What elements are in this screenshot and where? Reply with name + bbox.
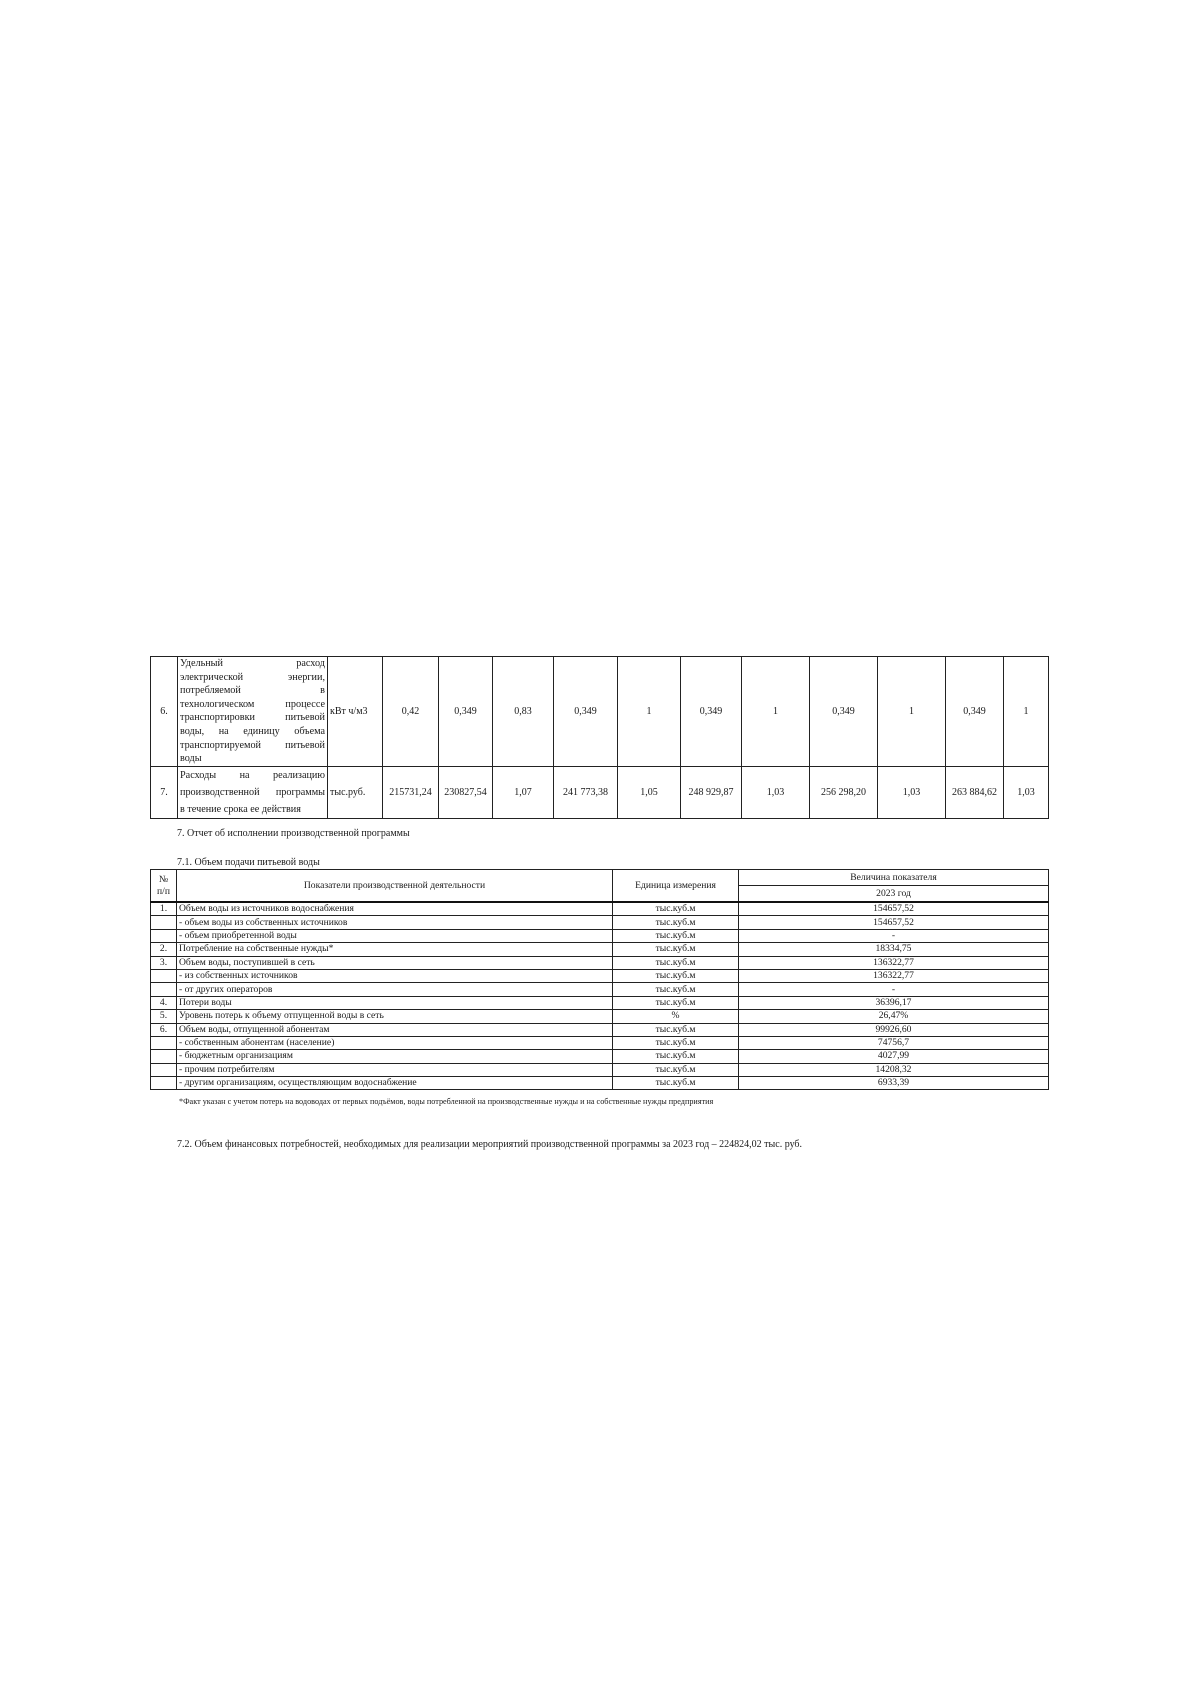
value-cell: 154657,52	[739, 902, 1049, 916]
indicator-cell: Потребление на собственные нужды*	[177, 943, 613, 956]
indicator-cell: - от других операторов	[177, 983, 613, 996]
table-row	[151, 996, 1049, 1009]
unit-cell: %	[613, 1010, 739, 1023]
section-7-title: 7. Отчет об исполнении производственной программы	[177, 828, 410, 839]
header-indicator: Показатели производственной деятельности	[177, 870, 613, 903]
indicator-cell: Объем воды, поступившей в сеть	[177, 956, 613, 969]
value-cell: 6933,39	[739, 1077, 1049, 1090]
header-year: 2023 год	[739, 886, 1049, 903]
value-cell: 256 298,20	[810, 766, 878, 818]
indicator-line: Удельный расход	[180, 658, 325, 669]
header-unit: Единица измерения	[613, 870, 739, 903]
table-row	[151, 929, 1049, 942]
footnote: *Факт указан с учетом потерь на водоводах от первых подъёмов, воды потребленной на производственные нужды и на собственные нужды предприятия	[179, 1097, 714, 1106]
indicator-cell: - собственным абонентам (население)	[177, 1036, 613, 1049]
value-cell: 1,05	[618, 766, 681, 818]
section-7-2-text: 7.2. Объем финансовых потребностей, необходимых для реализации мероприятий производственной программы за 2023 год – 224824,02 тыс. руб.	[177, 1139, 803, 1150]
value-cell: 248 929,87	[681, 766, 742, 818]
value-cell: 1	[618, 657, 681, 767]
row-number	[151, 1036, 177, 1049]
unit-cell: тыс.куб.м	[613, 902, 739, 916]
indicator-cell: - другим организациям, осуществляющим водоснабжение	[177, 1077, 613, 1090]
value-cell: 0,349	[810, 657, 878, 767]
table-row	[151, 956, 1049, 969]
value-cell: 263 884,62	[946, 766, 1004, 818]
indicator-cell: - бюджетным организациям	[177, 1050, 613, 1063]
table-row	[151, 766, 1049, 818]
unit-cell: тыс.куб.м	[613, 943, 739, 956]
unit-cell: тыс.куб.м	[613, 969, 739, 982]
indicator-line: в течение срока ее действия	[180, 803, 301, 815]
indicators-table	[150, 656, 1049, 819]
unit-cell: тыс.куб.м	[613, 1077, 739, 1090]
table-row	[151, 1023, 1049, 1036]
value-cell: 0,349	[554, 657, 618, 767]
value-cell: 1	[1004, 657, 1049, 767]
value-cell: 1,03	[742, 766, 810, 818]
row-number	[151, 1050, 177, 1063]
indicator-line: транспортировки питьевой	[180, 712, 325, 724]
indicator-cell: Объем воды, отпущенной абонентам	[177, 1023, 613, 1036]
header-number	[151, 870, 177, 903]
row-number: 3.	[151, 956, 177, 969]
unit-cell: тыс.куб.м	[613, 956, 739, 969]
unit-cell: тыс.куб.м	[613, 916, 739, 929]
indicator-cell: Потери воды	[177, 996, 613, 1009]
table-row	[151, 902, 1049, 916]
value-cell: 1,03	[878, 766, 946, 818]
indicator-cell: - объем приобретенной воды	[177, 929, 613, 942]
row-number: 2.	[151, 943, 177, 956]
indicator-line: технологическом процессе	[180, 698, 325, 710]
value-cell: 18334,75	[739, 943, 1049, 956]
indicator-line: потребляемой в	[180, 685, 325, 697]
indicator-cell: Объем воды из источников водоснабжения	[177, 902, 613, 916]
section-7-1-title: 7.1. Объем подачи питьевой воды	[177, 857, 320, 868]
unit-cell: тыс.куб.м	[613, 996, 739, 1009]
indicator-cell: - объем воды из собственных источников	[177, 916, 613, 929]
value-cell: 1	[742, 657, 810, 767]
row-number: 6.	[151, 1023, 177, 1036]
row-number	[151, 1077, 177, 1090]
row-number	[151, 983, 177, 996]
header-number-line: п/п	[157, 885, 170, 897]
row-number	[151, 929, 177, 942]
table-row	[151, 1036, 1049, 1049]
value-cell: 230827,54	[439, 766, 493, 818]
table-row	[151, 916, 1049, 929]
value-cell: 74756,7	[739, 1036, 1049, 1049]
unit-cell: тыс.куб.м	[613, 1023, 739, 1036]
unit-cell: кВт ч/м3	[328, 657, 383, 767]
indicator-cell	[178, 657, 328, 767]
indicator-line: производственной программы	[180, 786, 325, 798]
table-row	[151, 943, 1049, 956]
value-cell: 14208,32	[739, 1063, 1049, 1076]
water-table-body	[151, 902, 1049, 1090]
header-value: Величина показателя	[739, 870, 1049, 886]
unit-cell: тыс.куб.м	[613, 1050, 739, 1063]
row-number	[151, 1063, 177, 1076]
value-cell: 0,83	[493, 657, 554, 767]
indicator-cell	[178, 766, 328, 818]
row-number	[151, 916, 177, 929]
row-number: 6.	[151, 657, 178, 767]
unit-cell: тыс.куб.м	[613, 1036, 739, 1049]
unit-cell: тыс.руб.	[328, 766, 383, 818]
indicator-line: транспортируемой питьевой	[180, 739, 325, 751]
row-number: 7.	[151, 766, 178, 818]
indicator-cell: - прочим потребителям	[177, 1063, 613, 1076]
table-row	[151, 983, 1049, 996]
row-number	[151, 969, 177, 982]
table-row	[151, 969, 1049, 982]
value-cell: 36396,17	[739, 996, 1049, 1009]
value-cell: 215731,24	[383, 766, 439, 818]
indicator-cell: Уровень потерь к объему отпущенной воды в сеть	[177, 1010, 613, 1023]
value-cell: 0,42	[383, 657, 439, 767]
indicator-line: воды	[180, 753, 202, 765]
indicator-cell: - из собственных источников	[177, 969, 613, 982]
value-cell: 26,47%	[739, 1010, 1049, 1023]
indicator-line: электрической энергии,	[180, 671, 325, 683]
value-cell: 0,349	[946, 657, 1004, 767]
table-row	[151, 1050, 1049, 1063]
value-cell: 136322,77	[739, 969, 1049, 982]
indicator-line: Расходы на реализацию	[180, 769, 325, 781]
value-cell: 99926,60	[739, 1023, 1049, 1036]
row-number: 4.	[151, 996, 177, 1009]
row-number: 1.	[151, 902, 177, 916]
value-cell: 1	[878, 657, 946, 767]
value-cell: -	[739, 929, 1049, 942]
value-cell: -	[739, 983, 1049, 996]
water-supply-table	[150, 869, 1049, 1090]
unit-cell: тыс.куб.м	[613, 983, 739, 996]
value-cell: 241 773,38	[554, 766, 618, 818]
table-row	[151, 1010, 1049, 1023]
header-number-line: №	[158, 873, 169, 885]
value-cell: 0,349	[681, 657, 742, 767]
value-cell: 4027,99	[739, 1050, 1049, 1063]
table-row	[151, 657, 1049, 767]
indicator-line: воды, на единицу объема	[180, 725, 325, 737]
row-number: 5.	[151, 1010, 177, 1023]
value-cell: 1,03	[1004, 766, 1049, 818]
value-cell: 154657,52	[739, 916, 1049, 929]
unit-cell: тыс.куб.м	[613, 1063, 739, 1076]
table-header-row	[151, 870, 1049, 886]
value-cell: 136322,77	[739, 956, 1049, 969]
value-cell: 1,07	[493, 766, 554, 818]
table-row	[151, 1063, 1049, 1076]
unit-cell: тыс.куб.м	[613, 929, 739, 942]
table-row	[151, 1077, 1049, 1090]
value-cell: 0,349	[439, 657, 493, 767]
